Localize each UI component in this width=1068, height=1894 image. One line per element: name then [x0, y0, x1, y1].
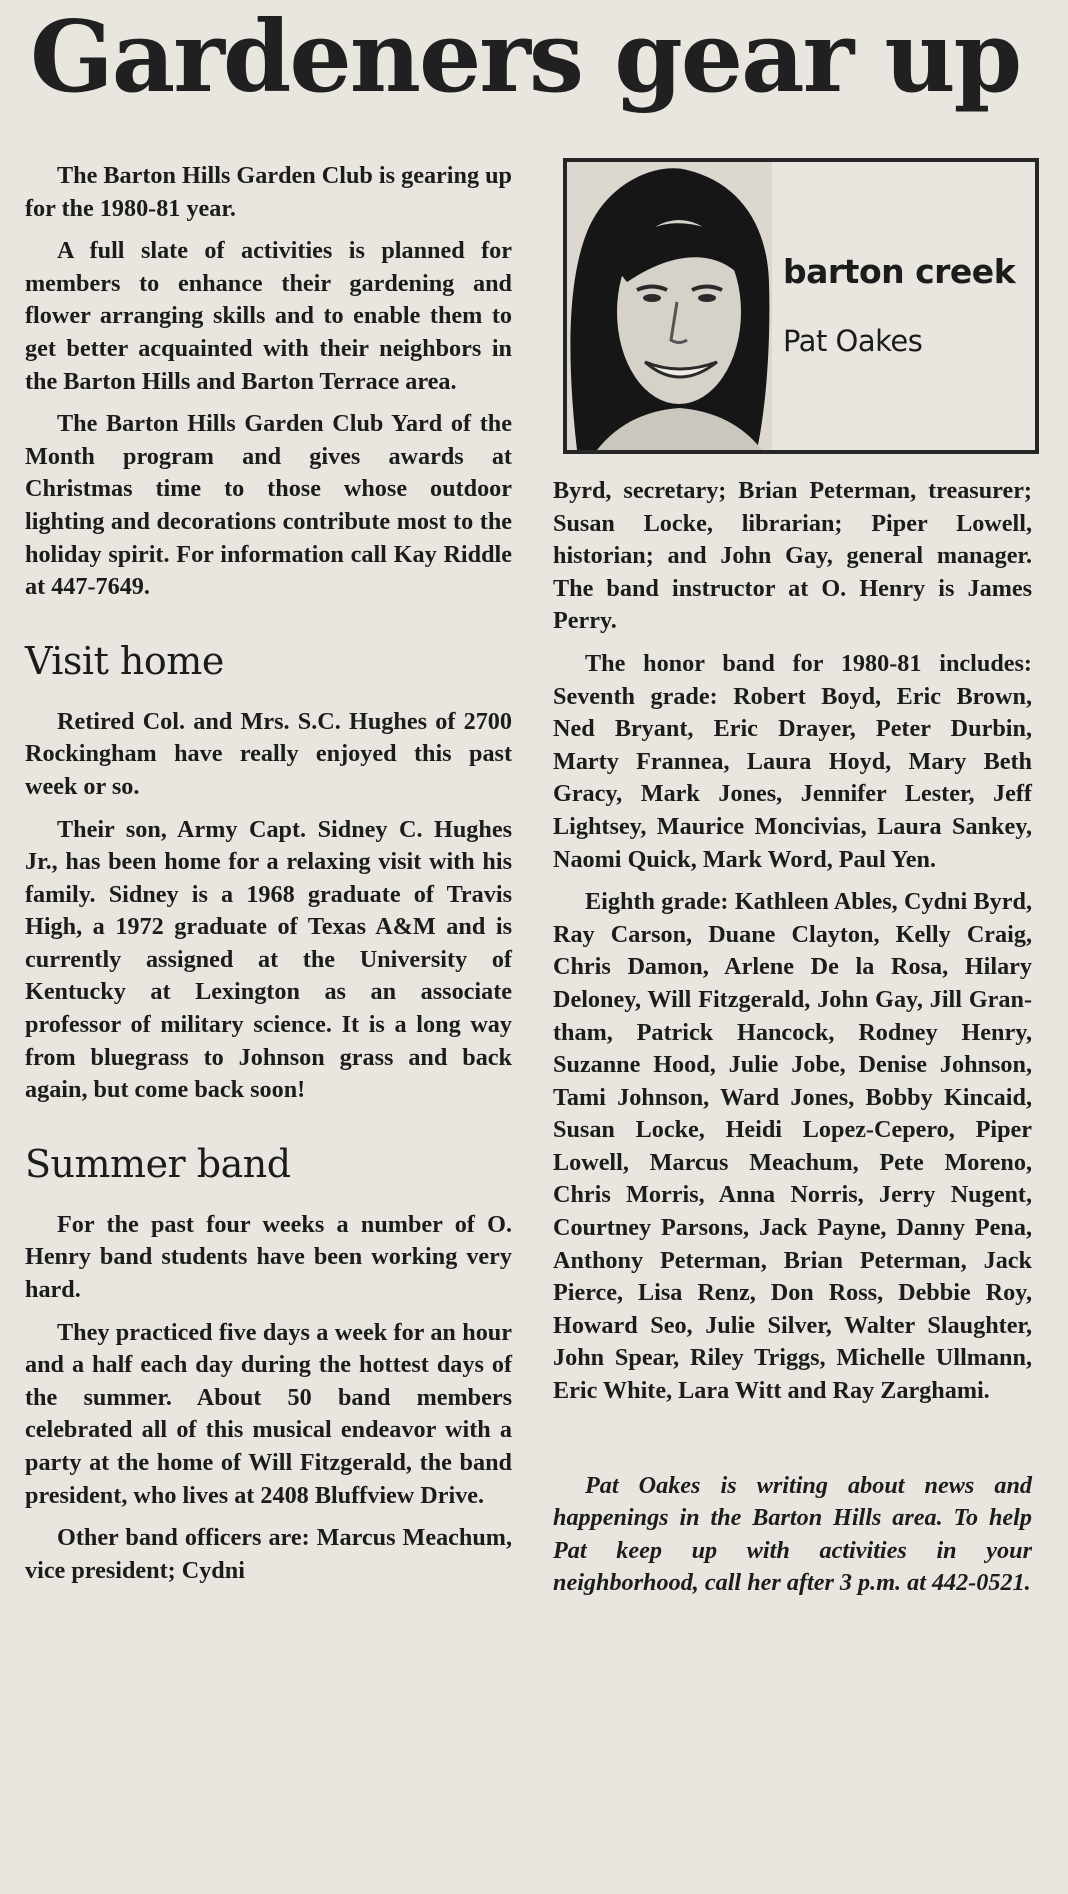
- column-byline-box: [563, 158, 1039, 454]
- band-practice-paragraph: They practiced five days a week for an hour and a half each day during the hottest days of the summer. About 50 band members celebrated all of this musical endeavor with a party at the home of Will Fitzgerald, the band president, who lives at 2408 Bluffview Drive.: [25, 1318, 512, 1509]
- hughes-paragraph: Retired Col. and Mrs. S.C. Hughes of 2700 Rockingham have really enjoyed this past week or so.: [25, 707, 512, 800]
- column-name: barton creek: [783, 252, 1016, 291]
- band-intro-paragraph: For the past four weeks a number of O. Henry band students have been working very hard.: [25, 1210, 512, 1304]
- band-officers-paragraph: Other band officers are: Marcus Meachum, vice president; Cydni: [25, 1524, 512, 1584]
- author-portrait-icon: [567, 162, 772, 450]
- eighth-grade-paragraph: Eighth grade: Kathleen Ables, Cydni Byrd, Ray Carson, Duane Clayton, Kelly Craig, Chris Damon, Arlene De la Rosa, Hilary Deloney, Will Fitzgerald, John Gay, Jill Grantham, Patrick Hancock, Rodney Henry, Suzanne Hood, Julie Jobe, Denise Johnson, Tami Johnson, Ward Jones, Bobby Kincaid, Susan Locke, Heidi Lopez-Cepero, Piper Lowell, Marcus Meachum, Pete Moreno, Chris Morris, Anna Norris, Jerry Nugent, Courtney Parsons, Jack Payne, Danny Pena, Anthony Peterman, Brian Peterman, Jack Pierce, Lisa Renz, Don Ross, Debbie Roy, Howard Seo, Julie Silver, Walter Slaughter, John Spear, Riley Triggs, Michelle Ullmann, Eric White, Lara Witt and Ray Zarghami.: [553, 888, 1032, 1405]
- sidney-paragraph: Their son, Army Capt. Sidney C. Hughes Jr., has been home for a relaxing visit with his family. Sidney is a 1968 graduate of Travis High, a 1972 graduate of Texas A&M and is currently assigned at the University of Kentucky at Lexington as an associate professor of military science. It is a long way from bluegrass to Johnson grass and back again, but come back soon!: [25, 815, 512, 1104]
- band-officers-continued: Byrd, secretary; Brian Peterman, treasurer; Susan Locke, librarian; Piper Lowell, historian; and John Gay, general manager. The band instructor at O. Henry is James Perry.: [553, 477, 1032, 635]
- subhead-summer-band: Summer band: [25, 1141, 291, 1186]
- subhead-visit-home: Visit home: [25, 638, 224, 683]
- headline: Gardeners gear up: [30, 0, 1021, 115]
- author-name: Pat Oakes: [783, 324, 923, 358]
- seventh-grade-paragraph: The honor band for 1980-81 includes: Seventh grade: Robert Boyd, Eric Brown, Ned Bryant, Eric Drayer, Peter Durbin, Marty Frannea, Laura Hoyd, Mary Beth Gracy, Mark Jones, Jennifer Lester, Jeff Lightsey, Maurice Moncivias, Laura Sankey, Naomi Quick, Mark Word, Paul Yen.: [553, 649, 1032, 873]
- right-column: [553, 475, 1032, 1610]
- intro-paragraph: The Barton Hills Garden Club is gearing up for the 1980-81 year.: [25, 162, 512, 222]
- author-tagline: Pat Oakes is writing about news and happenings in the Barton Hills area. To help Pat keep up with activities in your neighborhood, call her after 3 p.m. at 442-0521.: [553, 1471, 1032, 1597]
- left-column: [25, 160, 512, 1597]
- yard-of-month-paragraph: The Barton Hills Garden Club Yard of the Month program and gives awards at Christmas time to those whose outdoor lighting and decorations contribute most to the holiday spirit. For information call Kay Riddle at 447-7649.: [25, 410, 512, 601]
- activities-paragraph: A full slate of activities is planned for members to enhance their gardening and flower arranging skills and to enable them to get better acquainted with their neighbors in the Barton Hills and Barton Terrace area.: [25, 237, 512, 395]
